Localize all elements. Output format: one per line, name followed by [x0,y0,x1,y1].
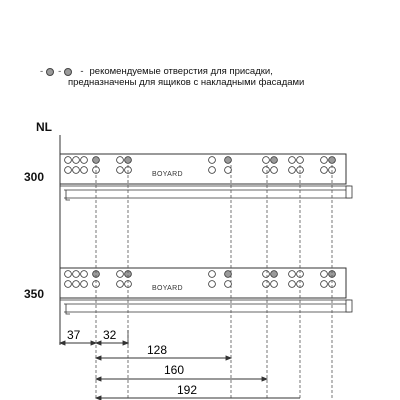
mounting-hole [65,271,72,278]
arrowhead [96,356,101,360]
mounting-hole [321,271,328,278]
dim-32-label: 32 [103,328,117,342]
dim-192-label: 192 [177,383,198,397]
mounting-hole [289,167,296,174]
arrowhead [123,341,128,345]
arrowhead [96,377,101,381]
rail-brand-label: BOYARD [152,171,183,178]
rail-brand-label: BOYARD [152,285,183,292]
legend-dash: - [40,66,44,77]
mounting-hole [225,281,232,288]
mounting-hole [117,271,124,278]
row-label-300: 300 [24,170,45,184]
dim-37-label: 37 [67,328,81,342]
dim-128-label: 128 [147,343,168,357]
mounting-hole [117,157,124,164]
mounting-hole [225,167,232,174]
rail-end-cap [346,300,352,312]
mounting-hole [225,271,232,278]
arrowhead [226,356,231,360]
mounting-hole [225,157,232,164]
mounting-hole [263,271,270,278]
mounting-hole [297,157,304,164]
mounting-hole [263,157,270,164]
rail-350 [60,268,352,314]
arrowhead [60,341,65,345]
mounting-hole [125,157,132,164]
mounting-hole [263,167,270,174]
mounting-hole [81,157,88,164]
mounting-hole [271,167,278,174]
mounting-hole [81,167,88,174]
mounting-hole [73,157,80,164]
mounting-hole [81,271,88,278]
rail-hook [66,304,70,314]
mounting-hole [321,281,328,288]
mounting-hole [329,157,336,164]
mounting-hole [209,167,216,174]
mounting-hole [81,281,88,288]
mounting-hole [73,281,80,288]
mounting-hole [73,167,80,174]
mounting-hole [73,271,80,278]
mounting-hole [65,157,72,164]
mounting-hole [209,157,216,164]
mounting-hole [263,281,270,288]
dim-160-label: 160 [164,363,185,377]
mounting-hole [209,271,216,278]
mounting-hole [117,167,124,174]
mounting-hole [65,167,72,174]
mounting-hole [289,281,296,288]
arrowhead [96,396,101,400]
nl-axis-label: NL [36,120,52,134]
legend-separator: - [80,66,84,77]
mounting-hole [271,271,278,278]
rail-end-cap [346,186,352,198]
mounting-hole [209,281,216,288]
mounting-hole [289,271,296,278]
legend-text-line2: предназначены для ящиков с накладными фасадами [68,77,305,88]
mounting-hole [117,281,124,288]
rail-300 [60,154,352,200]
mounting-hole [289,157,296,164]
mounting-hole [321,157,328,164]
mounting-hole [93,157,100,164]
legend-text-line1: рекомендуемые отверстия для присадки, [89,66,273,77]
mounting-hole [321,167,328,174]
legend-dash: - [58,66,62,77]
arrowhead [262,377,267,381]
mounting-hole [271,157,278,164]
arrowhead [96,341,101,345]
row-label-350: 350 [24,287,45,301]
mounting-hole [271,281,278,288]
mounting-hole [65,281,72,288]
rail-hook [66,190,70,200]
